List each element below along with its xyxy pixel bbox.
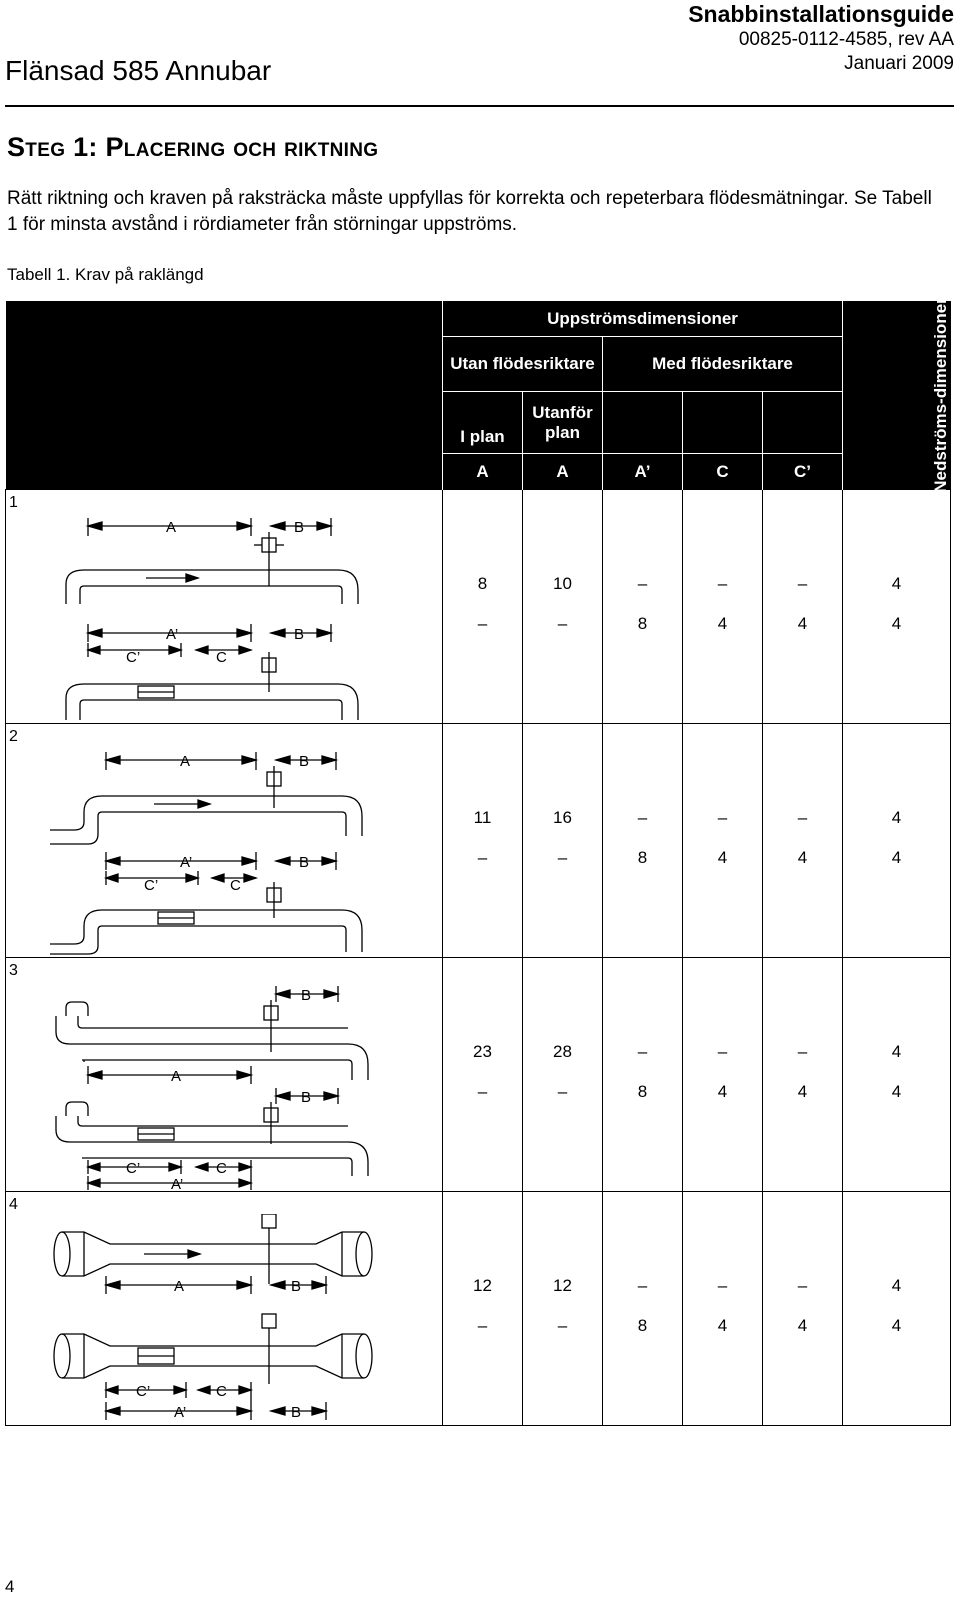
value-cell: – 8 — [603, 1192, 683, 1426]
col-label-a-prime: A’ — [603, 454, 683, 490]
value-cell: 10 – — [523, 490, 603, 724]
blank-header — [763, 392, 843, 454]
pipe-diagram-reducer — [26, 1214, 436, 1424]
value-cell: 4 4 — [843, 958, 951, 1192]
pipe-diagram-double-elbow-out-of-plane — [26, 980, 436, 1190]
value-cell: 4 4 — [843, 724, 951, 958]
value-cell: – 8 — [603, 490, 683, 724]
value-cell: 4 4 — [843, 1192, 951, 1426]
value-cell: 4 4 — [843, 490, 951, 724]
value-cell: – 8 — [603, 724, 683, 958]
dim-label-c: C — [230, 877, 241, 894]
header-divider — [5, 105, 954, 107]
dim-label-c-prime: C’ — [136, 1383, 151, 1400]
blank-header — [683, 392, 763, 454]
header-right — [688, 0, 954, 76]
dim-label-b: B — [299, 753, 310, 770]
straight-run-table — [5, 297, 951, 1426]
value-cell: – 4 — [683, 490, 763, 724]
with-conditioner-header: Med flödesriktare — [603, 337, 843, 392]
table-row — [6, 724, 951, 958]
dim-label-b: B — [301, 1089, 312, 1106]
doc-number: 00825-0112-4585, rev AA — [738, 29, 954, 50]
value-cell: – 4 — [763, 1192, 843, 1426]
dim-label-c-prime: C’ — [126, 649, 141, 666]
diagram-cell — [6, 490, 443, 724]
in-plane-header: I plan — [443, 392, 523, 454]
table-row — [6, 958, 951, 1192]
dim-label-c: C — [216, 1160, 227, 1177]
pipe-diagram-single-elbow — [26, 512, 436, 722]
out-of-plane-header: Utanför plan — [523, 392, 603, 454]
dim-label-b: B — [291, 1278, 302, 1295]
value-cell: 23 – — [443, 958, 523, 1192]
col-label-c: C — [683, 454, 763, 490]
product-title: Flänsad 585 Annubar — [5, 55, 272, 86]
downstream-header-label: Nedströms-dimensioner — [930, 297, 950, 494]
dim-label-b: B — [291, 1404, 302, 1421]
dim-label-a: A — [166, 519, 177, 536]
dim-label-c: C — [216, 649, 227, 666]
col-label-a: A — [443, 454, 523, 490]
value-cell: 28 – — [523, 958, 603, 1192]
dim-label-a-prime: A’ — [174, 1404, 187, 1421]
table-row — [6, 1192, 951, 1426]
dim-label-a-prime: A’ — [180, 854, 193, 871]
intro-paragraph: Rätt riktning och kraven på raksträcka måste uppfyllas för korrekta och repeterbara flödesmätningar. Se Tabell 1 för minsta avstånd i rördiameter från störningar uppströms. — [7, 188, 932, 235]
value-cell: 11 – — [443, 724, 523, 958]
col-label-c-prime: C’ — [763, 454, 843, 490]
value-cell: – 4 — [683, 724, 763, 958]
value-cell: 12 – — [443, 1192, 523, 1426]
blank-header — [603, 392, 683, 454]
value-cell: – 4 — [683, 1192, 763, 1426]
guide-title: Snabbinstallationsguide — [688, 1, 954, 27]
doc-date: Januari 2009 — [844, 53, 954, 74]
page-number: 4 — [5, 1577, 15, 1596]
col-label-a: A — [523, 454, 603, 490]
dim-label-b: B — [301, 987, 312, 1004]
dim-label-a-prime: A’ — [166, 626, 179, 643]
value-cell: 12 – — [523, 1192, 603, 1426]
upstream-header: Uppströmsdimensioner — [443, 301, 843, 337]
pipe-diagram-double-elbow-in-plane — [26, 746, 436, 956]
without-conditioner-header: Utan flödesriktare — [443, 337, 603, 392]
table-caption: Tabell 1. Krav på raklängd — [7, 265, 204, 284]
value-cell: – 8 — [603, 958, 683, 1192]
dim-label-c: C — [216, 1383, 227, 1400]
dim-label-a: A — [171, 1068, 182, 1085]
diagram-header-blank — [6, 301, 443, 490]
row-index: 3 — [9, 962, 18, 979]
row-index: 4 — [9, 1196, 18, 1213]
dim-label-c-prime: C’ — [126, 1160, 141, 1177]
value-cell: 8 – — [443, 490, 523, 724]
table-row — [6, 490, 951, 724]
dim-label-a: A — [180, 753, 191, 770]
row-index: 2 — [9, 728, 18, 745]
value-cell: 16 – — [523, 724, 603, 958]
value-cell: – 4 — [763, 724, 843, 958]
dim-label-a: A — [174, 1278, 185, 1295]
diagram-cell — [6, 724, 443, 958]
diagram-cell — [6, 1192, 443, 1426]
dim-label-a-prime: A’ — [171, 1176, 184, 1190]
dim-label-c-prime: C’ — [144, 877, 159, 894]
value-cell: – 4 — [683, 958, 763, 1192]
diagram-cell — [6, 958, 443, 1192]
dim-label-b: B — [294, 519, 305, 536]
dim-label-b: B — [299, 854, 310, 871]
section-title: Steg 1: Placering och riktning — [7, 132, 379, 162]
dim-label-b: B — [294, 626, 305, 643]
value-cell: – 4 — [763, 958, 843, 1192]
row-index: 1 — [9, 494, 18, 511]
value-cell: – 4 — [763, 490, 843, 724]
downstream-header — [843, 297, 951, 494]
